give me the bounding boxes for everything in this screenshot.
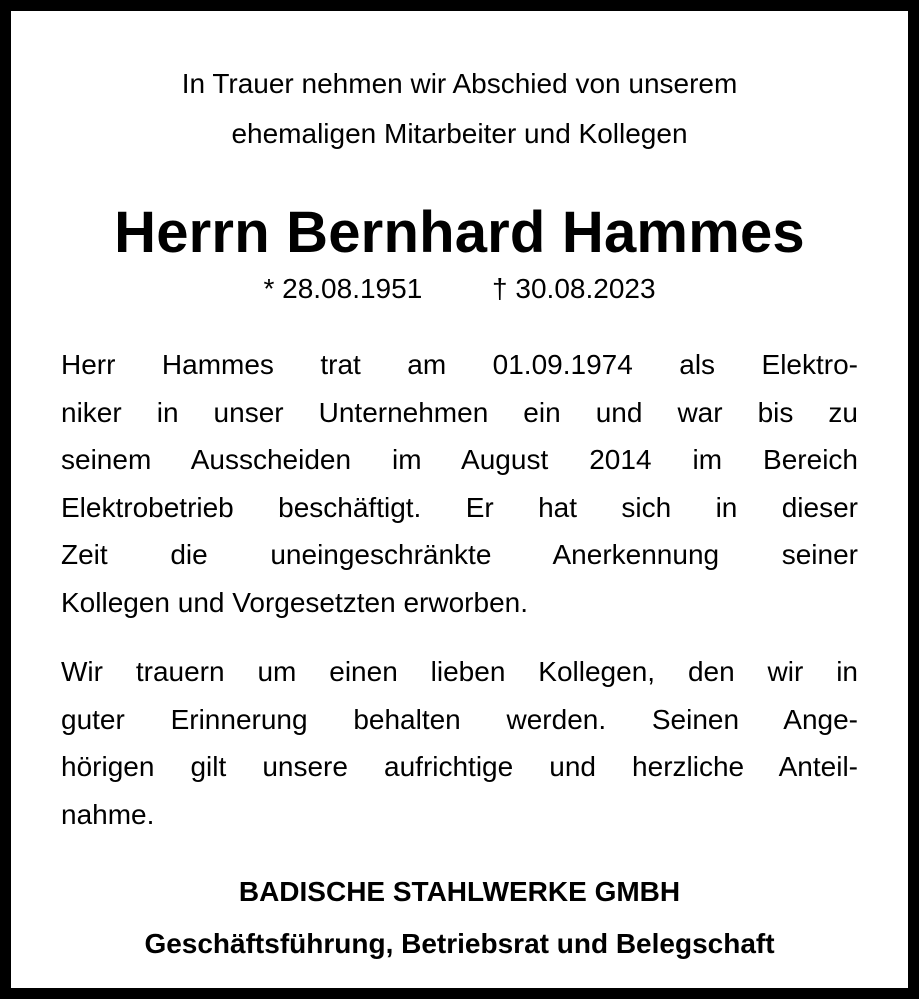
- paragraph-line: Elektrobetrieb beschäftigt. Er hat sich in dieser: [61, 491, 858, 523]
- career-paragraph: [61, 341, 858, 627]
- paragraph-line: hörigen gilt unsere aufrichtige und herzliche Anteil-: [61, 751, 858, 783]
- death-date: † 30.08.2023: [492, 273, 656, 304]
- paragraph-line: guter Erinnerung behalten werden. Seinen Ange-: [61, 703, 858, 735]
- birth-date: * 28.08.1951: [263, 273, 423, 304]
- paragraph-line: nahme.: [61, 798, 155, 830]
- deceased-name: Herrn Bernhard Hammes: [114, 200, 805, 265]
- signatory-groups: Geschäftsführung, Betriebsrat und Belegschaft: [144, 928, 775, 959]
- intro-line-2: ehemaligen Mitarbeiter und Kollegen: [231, 118, 688, 149]
- paragraph-line: Kollegen und Vorgesetzten erworben.: [61, 586, 528, 618]
- paragraph-line: Wir trauern um einen lieben Kollegen, den wir in: [61, 656, 858, 687]
- paragraph-line: Herr Hammes trat am 01.09.1974 als Elektro-: [61, 349, 858, 380]
- condolence-paragraph: [61, 648, 858, 838]
- signature-block: [11, 866, 908, 970]
- intro-text: [11, 59, 908, 159]
- paragraph-line: Zeit die uneingeschränkte Anerkennung seiner: [61, 539, 858, 571]
- intro-line-1: In Trauer nehmen wir Abschied von unserem: [181, 68, 738, 99]
- paragraph-line: niker in unser Unternehmen ein und war bis zu: [61, 396, 858, 428]
- company-name: BADISCHE STAHLWERKE GMBH: [238, 876, 681, 907]
- life-dates: [11, 267, 908, 311]
- paragraph-line: seinem Ausscheiden im August 2014 im Bereich: [61, 444, 858, 476]
